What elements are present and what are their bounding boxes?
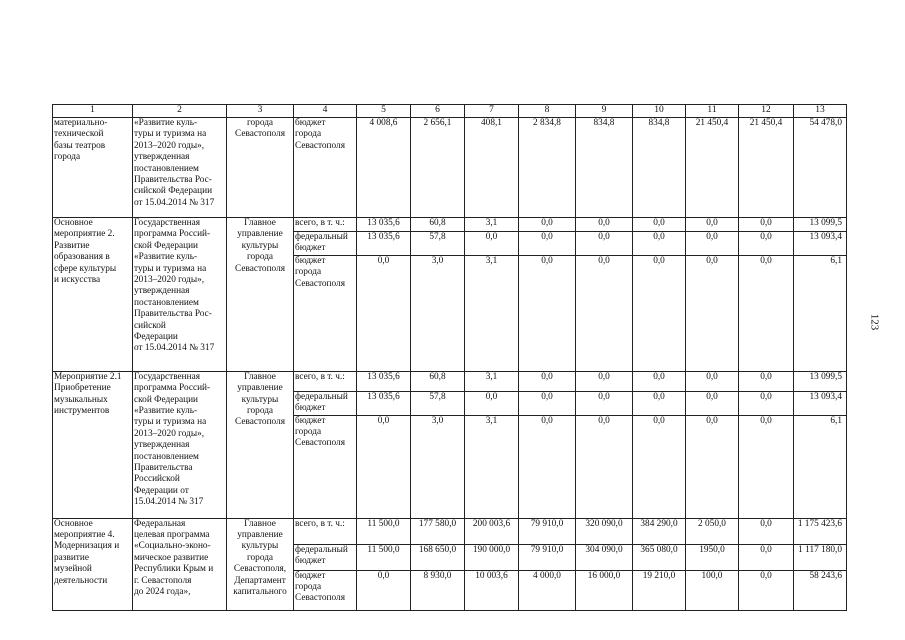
column-header: 2: [133, 105, 227, 118]
value-cell: 0,0: [633, 218, 686, 232]
value-cell: 0,0: [576, 255, 633, 371]
value-cell: 6,1: [794, 415, 847, 518]
column-header: 11: [686, 105, 739, 118]
value-cell: 0,0: [686, 232, 739, 256]
value-cell: 11 500,0: [357, 544, 411, 570]
value-cell: 0,0: [519, 218, 576, 232]
table-row: [53, 518, 847, 544]
value-cell: 0,0: [739, 218, 794, 232]
value-cell: 3,1: [465, 371, 519, 391]
funding-source-cell: бюджет города Севастополя: [294, 255, 357, 371]
table-row: [53, 371, 847, 391]
value-cell: 0,0: [576, 371, 633, 391]
value-cell: 6,1: [794, 255, 847, 371]
budget-table: [52, 104, 847, 611]
value-cell: 2 834,8: [519, 118, 576, 218]
value-cell: 0,0: [739, 415, 794, 518]
value-cell: 13 093,4: [794, 232, 847, 256]
funding-source-cell: бюджет города Севастополя: [294, 570, 357, 610]
value-cell: 168 650,0: [411, 544, 465, 570]
column-header: 13: [794, 105, 847, 118]
funding-source-cell: бюджет города Севастополя: [294, 415, 357, 518]
value-cell: 4 000,0: [519, 570, 576, 610]
value-cell: 0,0: [686, 371, 739, 391]
activity-name-cell: Мероприятие 2.1 Приобретение музыкальных инструментов: [53, 371, 133, 518]
value-cell: 365 080,0: [633, 544, 686, 570]
value-cell: 4 008,6: [357, 118, 411, 218]
value-cell: 8 930,0: [411, 570, 465, 610]
value-cell: 0,0: [519, 391, 576, 415]
value-cell: 834,8: [576, 118, 633, 218]
value-cell: 0,0: [465, 232, 519, 256]
value-cell: 1 117 180,0: [794, 544, 847, 570]
value-cell: 834,8: [633, 118, 686, 218]
value-cell: 0,0: [739, 232, 794, 256]
value-cell: 0,0: [686, 415, 739, 518]
value-cell: 3,1: [465, 255, 519, 371]
value-cell: 0,0: [519, 255, 576, 371]
activity-name-cell: Основное мероприятие 2. Развитие образования в сфере культуры и искусства: [53, 218, 133, 372]
funding-source-cell: федеральный бюджет: [294, 544, 357, 570]
executor-cell: Главное управление культуры города Севастополя: [227, 371, 294, 518]
value-cell: 54 478,0: [794, 118, 847, 218]
value-cell: 0,0: [519, 371, 576, 391]
value-cell: 58 243,6: [794, 570, 847, 610]
program-cell: Государственная программа Россий- ской Федерации «Развитие куль- туры и туризма на 2013–2020 годы», утвержденная постановлением Правительства Российской Федерации от 15.04.2014 № 317: [133, 371, 227, 518]
value-cell: 0,0: [576, 391, 633, 415]
value-cell: 13 035,6: [357, 232, 411, 256]
page-number: 123: [868, 313, 881, 331]
table-row: [53, 218, 847, 232]
value-cell: 0,0: [576, 218, 633, 232]
funding-source-cell: всего, в т. ч.:: [294, 518, 357, 544]
value-cell: 16 000,0: [576, 570, 633, 610]
value-cell: 2 656,1: [411, 118, 465, 218]
value-cell: 1 175 423,6: [794, 518, 847, 544]
value-cell: 10 003,6: [465, 570, 519, 610]
value-cell: 19 210,0: [633, 570, 686, 610]
value-cell: 0,0: [576, 232, 633, 256]
value-cell: 0,0: [633, 232, 686, 256]
value-cell: 79 910,0: [519, 518, 576, 544]
program-cell: «Развитие куль- туры и туризма на 2013–2020 годы», утвержденная постановлением Правительства Рос- сийской Федерации от 15.04.2014 № 317: [133, 118, 227, 218]
value-cell: 408,1: [465, 118, 519, 218]
funding-source-cell: федеральный бюджет: [294, 391, 357, 415]
column-header: 12: [739, 105, 794, 118]
value-cell: 57,8: [411, 391, 465, 415]
column-header: 6: [411, 105, 465, 118]
value-cell: 0,0: [357, 570, 411, 610]
value-cell: 3,1: [465, 218, 519, 232]
value-cell: 0,0: [357, 415, 411, 518]
value-cell: 0,0: [739, 544, 794, 570]
value-cell: 0,0: [739, 570, 794, 610]
value-cell: 21 450,4: [686, 118, 739, 218]
executor-cell: города Севастополя: [227, 118, 294, 218]
value-cell: 320 090,0: [576, 518, 633, 544]
value-cell: 0,0: [519, 415, 576, 518]
value-cell: 1950,0: [686, 544, 739, 570]
value-cell: 3,0: [411, 255, 465, 371]
value-cell: 0,0: [633, 371, 686, 391]
value-cell: 0,0: [686, 391, 739, 415]
value-cell: 0,0: [465, 391, 519, 415]
program-cell: Федеральная целевая программа «Социально-эконо- мическое развитие Республики Крым и г. Севастополя до 2024 года»,: [133, 518, 227, 610]
value-cell: 13 099,5: [794, 218, 847, 232]
column-header: 9: [576, 105, 633, 118]
value-cell: 177 580,0: [411, 518, 465, 544]
funding-source-cell: всего, в т. ч.:: [294, 371, 357, 391]
value-cell: 0,0: [633, 415, 686, 518]
value-cell: 0,0: [739, 391, 794, 415]
value-cell: 13 035,6: [357, 391, 411, 415]
column-header: 4: [294, 105, 357, 118]
value-cell: 13 035,6: [357, 371, 411, 391]
column-header: 10: [633, 105, 686, 118]
executor-cell: Главное управление культуры города Севастополя, Департамент капитального: [227, 518, 294, 610]
table-body: [53, 105, 847, 611]
value-cell: 200 003,6: [465, 518, 519, 544]
value-cell: 0,0: [633, 391, 686, 415]
value-cell: 0,0: [686, 218, 739, 232]
value-cell: 384 290,0: [633, 518, 686, 544]
value-cell: 0,0: [519, 232, 576, 256]
funding-source-cell: всего, в т. ч.:: [294, 218, 357, 232]
executor-cell: Главное управление культуры города Севастополя: [227, 218, 294, 372]
value-cell: 79 910,0: [519, 544, 576, 570]
value-cell: 11 500,0: [357, 518, 411, 544]
value-cell: 13 099,5: [794, 371, 847, 391]
value-cell: 57,8: [411, 232, 465, 256]
value-cell: 0,0: [739, 371, 794, 391]
column-header: 1: [53, 105, 133, 118]
activity-name-cell: Основное мероприятие 4. Модернизация и развитие музейной деятельности: [53, 518, 133, 610]
value-cell: 2 050,0: [686, 518, 739, 544]
value-cell: 0,0: [739, 518, 794, 544]
value-cell: 0,0: [633, 255, 686, 371]
funding-source-cell: бюджет города Севастополя: [294, 118, 357, 218]
program-cell: Государственная программа Россий- ской Федерации «Развитие куль- туры и туризма на 2013–2020 годы», утвержденная постановлением Правительства Рос- сийской Федерации от 15.04.2014 № 317: [133, 218, 227, 372]
value-cell: 100,0: [686, 570, 739, 610]
value-cell: 60,8: [411, 218, 465, 232]
column-header: 8: [519, 105, 576, 118]
value-cell: 190 000,0: [465, 544, 519, 570]
activity-name-cell: материально- технической базы театров города: [53, 118, 133, 218]
value-cell: 60,8: [411, 371, 465, 391]
value-cell: 13 035,6: [357, 218, 411, 232]
column-header: 7: [465, 105, 519, 118]
value-cell: 0,0: [357, 255, 411, 371]
header-row: [53, 105, 847, 118]
column-header: 3: [227, 105, 294, 118]
column-header: 5: [357, 105, 411, 118]
value-cell: 3,0: [411, 415, 465, 518]
value-cell: 304 090,0: [576, 544, 633, 570]
table-row: [53, 118, 847, 218]
value-cell: 13 093,4: [794, 391, 847, 415]
value-cell: 0,0: [686, 255, 739, 371]
value-cell: 0,0: [576, 415, 633, 518]
value-cell: 21 450,4: [739, 118, 794, 218]
value-cell: 3,1: [465, 415, 519, 518]
funding-source-cell: федеральный бюджет: [294, 232, 357, 256]
value-cell: 0,0: [739, 255, 794, 371]
